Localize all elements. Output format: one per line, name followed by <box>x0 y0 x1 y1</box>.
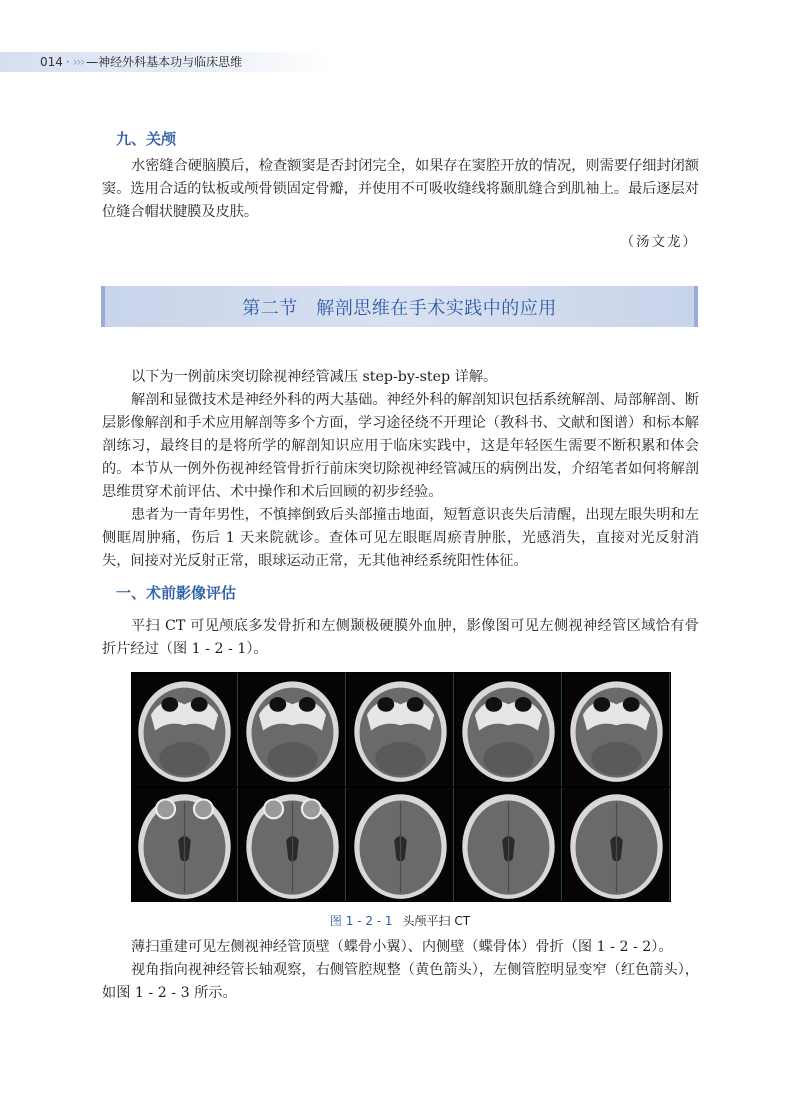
book-title: —神经外科基本功与临床思维 <box>86 55 243 69</box>
ct-slice-image <box>132 788 238 901</box>
heading-preop-imaging: 一、术前影像评估 <box>116 584 237 602</box>
ct-slice-image <box>564 788 670 901</box>
paragraph-ct-findings: 平扫 CT 可见颅底多发骨折和左侧颞极硬膜外血肿，影像图可见左侧视神经管区域恰有骨折片经过（图 1 - 2 - 1）。 <box>102 618 699 657</box>
figure-caption <box>0 912 800 929</box>
paragraph-anatomy: 解剖和显微技术是神经外科的两大基础。神经外科的解剖知识包括系统解剖、局部解剖、断层影像解剖和手术应用解剖等多个方面，学习途径绕不开理论（教科书、文献和图谱）和标本解剖练习，最终目的是将所学的解剖知识应用于临床实践中，这是年轻医生需要不断积累和体会的。本节从一例外伤视神经管骨折行前床突切除视神经管减压的病例出发，介绍笔者如何将解剖思维贯穿术前评估、术中操作和术后回顾的初步经验。 <box>102 392 699 500</box>
ct-slice-image <box>240 673 346 786</box>
ct-slice-image <box>348 673 454 786</box>
ct-slice-image <box>240 788 346 901</box>
section-title: 第二节 解剖思维在手术实践中的应用 <box>242 297 557 319</box>
author-signature: （汤文龙） <box>620 234 698 250</box>
figure-number: 图 1 - 2 - 1 <box>329 914 393 928</box>
paragraph-intro: 以下为一例前床突切除视神经管减压 step-by-step 详解。 <box>131 369 498 385</box>
figure-title: 头颅平扫 CT <box>402 914 471 928</box>
ct-slice-image <box>456 673 562 786</box>
paragraph-view-direction: 视角指向视神经管长轴观察，右侧管腔规整（黄色箭头），左侧管腔明显变窄（红色箭头），如图 1 - 2 - 3 所示。 <box>102 962 699 1001</box>
paragraph-patient: 患者为一青年男性，不慎摔倒致后头部撞击地面，短暂意识丧失后清醒，出现左眼失明和左侧眶周肿痛，伤后 1 天来院就诊。查体可见左眼眶周瘀青肿胀，光感消失，直接对光反射消失，间接对光反射正常，眼球运动正常，无其他神经系统阳性体征。 <box>102 507 699 569</box>
paragraph-close-skull: 水密缝合硬脑膜后，检查额窦是否封闭完全，如果存在窦腔开放的情况，则需要仔细封闭额窦。选用合适的钛板或颅骨锁固定骨瓣，并使用不可吸收缝线将颞肌缝合到肌袖上。最后逐层对位缝合帽状腱膜及皮肤。 <box>102 158 699 220</box>
paragraph-thin-scan: 薄扫重建可见左侧视神经管顶壁（蝶骨小翼）、内侧壁（蝶骨体）骨折（图 1 - 2 - 2）。 <box>131 939 673 955</box>
ct-image-grid <box>131 672 671 902</box>
header-dot: · <box>65 55 70 69</box>
page-number: 014 <box>40 55 63 69</box>
ct-slice-image <box>564 673 670 786</box>
running-header <box>40 54 242 70</box>
heading-close-skull: 九、关颅 <box>116 130 177 148</box>
ct-slice-image <box>456 788 562 901</box>
header-arrows-icon: ››› <box>72 55 85 69</box>
section-title-bar <box>101 286 698 327</box>
ct-slice-image <box>132 673 238 786</box>
ct-slice-image <box>348 788 454 901</box>
